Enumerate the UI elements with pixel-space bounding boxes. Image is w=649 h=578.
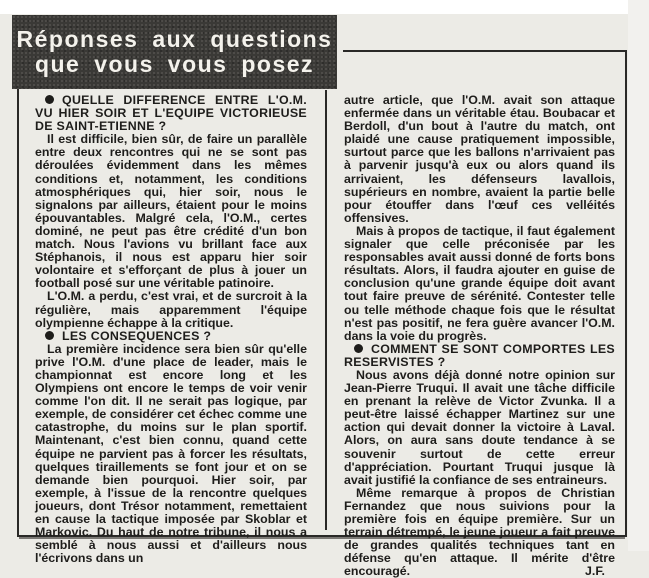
- paragraph: autre article, que l'O.M. avait son attaque enfermée dans un véritable étau. Boubacar et Berdoll, d'un bout à l'autre du match, ont plaidé une cause pratiquement impossible, surtout parce que les ballons n'arrivaient pas à parvenir jusqu'à eux ou alors quand ils arrivaient, les défenseurs lavallois, supérieurs en nombre, avaient la partie belle pour étouffer dans l'œuf ces velléités offensives.: [344, 93, 615, 225]
- bullet-icon: [45, 331, 54, 340]
- article-column-left: [35, 94, 307, 565]
- headline-line-1: Réponses aux questions: [16, 26, 333, 52]
- question-heading: QUELLE DIFFERENCE ENTRE L'O.M. VU HIER SOIR ET L'EQUIPE VICTORIEUSE DE SAINT-ETIENNE ?: [35, 93, 307, 134]
- page-margin-right: [628, 0, 649, 551]
- article-column-right: [344, 94, 615, 578]
- bullet-icon: [354, 344, 363, 353]
- question-heading: COMMENT SE SONT COMPORTES LES RESERVISTES ?: [344, 341, 615, 369]
- bullet-icon: [45, 95, 54, 104]
- page-margin-top: [0, 0, 628, 14]
- paragraph: L'O.M. a perdu, c'est vrai, et de surcroit à la régulière, mais apparemment l'équipe olympienne échappe à la critique.: [35, 289, 307, 330]
- headline-line-2: que vous vous posez: [34, 51, 315, 77]
- frame-top-rule: [343, 50, 625, 52]
- paragraph: La première incidence sera bien sûr qu'elle prive l'O.M. d'une place de leader, mais le championnat est encore long et les Olympiens ont encore le temps de voir venir comme l'on dit. Il ne serait pas logique, par exemple, de considérer cet échec comme une catastrophe, du moins sur le plan sportif. Maintenant, c'est bien connu, quand cette équipe ne parvient pas à forcer les résultats, quelques tiraillements se font jour et on se demande bien pourquoi. Hier soir, par exemple, à l'issue de la rencontre quelques joueurs, dont Trésor notamment, remettaient en cause la tactique imposée par Skoblar et Markovic. Du haut de notre tribune, il nous a semblé à nous aussi et d'ailleurs nous l'écrivons dans un: [35, 341, 307, 566]
- question-heading: LES CONSEQUENCES ?: [35, 330, 307, 343]
- paragraph: Il est difficile, bien sûr, de faire un parallèle entre deux rencontres qui ne se sont pas déroulées évidemment dans les mêmes conditions et, notamment, les conditions atmosphériques qui, hier soir, nous le signalons par ailleurs, étaient pour le moins épouvantables. Malgré cela, l'O.M., certes dominé, ne peut pas être crédité d'un bon match. Nous l'avions vu brillant face aux Stéphanois, il nous est apparu hier soir volontaire et s'efforçant de plus à jouer un football posé sur une véritable patinoire.: [35, 132, 307, 291]
- headline-box: [12, 15, 337, 89]
- column-divider: [325, 90, 327, 530]
- author-signature: J.F.: [585, 564, 605, 578]
- paragraph: Mais à propos de tactique, il faut également signaler que celle préconisée par les responsables avait aussi donné de forts bons résultats. Alors, il faudra ajouter en guise de conclusion qu'une grande équipe doit avant tout faire preuve de sérénité. Contester telle ou telle méthode chaque fois que le résultat n'est pas positif, ne fera guère avancer l'O.M. dans la voie du progrès.: [344, 223, 615, 343]
- paragraph: Nous avons déjà donné notre opinion sur Jean-Pierre Truqui. Il avait une tâche difficile en prenant la relève de Victor Zvunka. Il a peut-être laissé échapper Martinez sur une action qui devait donner la victoire à Laval. Alors, on aura sans doute tendance à se souvenir surtout de cette erreur d'appréciation. Pourtant Truqui jusque là avait justifié la confiance de ses entraineurs.: [344, 367, 615, 487]
- paragraph: Même remarque à propos de Christian Fernandez que nous suivions pour la première fois en équipe première. Sur un terrain détrempé, le jeune joueur a fait preuve de grandes qualités techniques tant en défense qu'en attaque. Il mérite d'être encouragé. J.F.: [344, 485, 615, 578]
